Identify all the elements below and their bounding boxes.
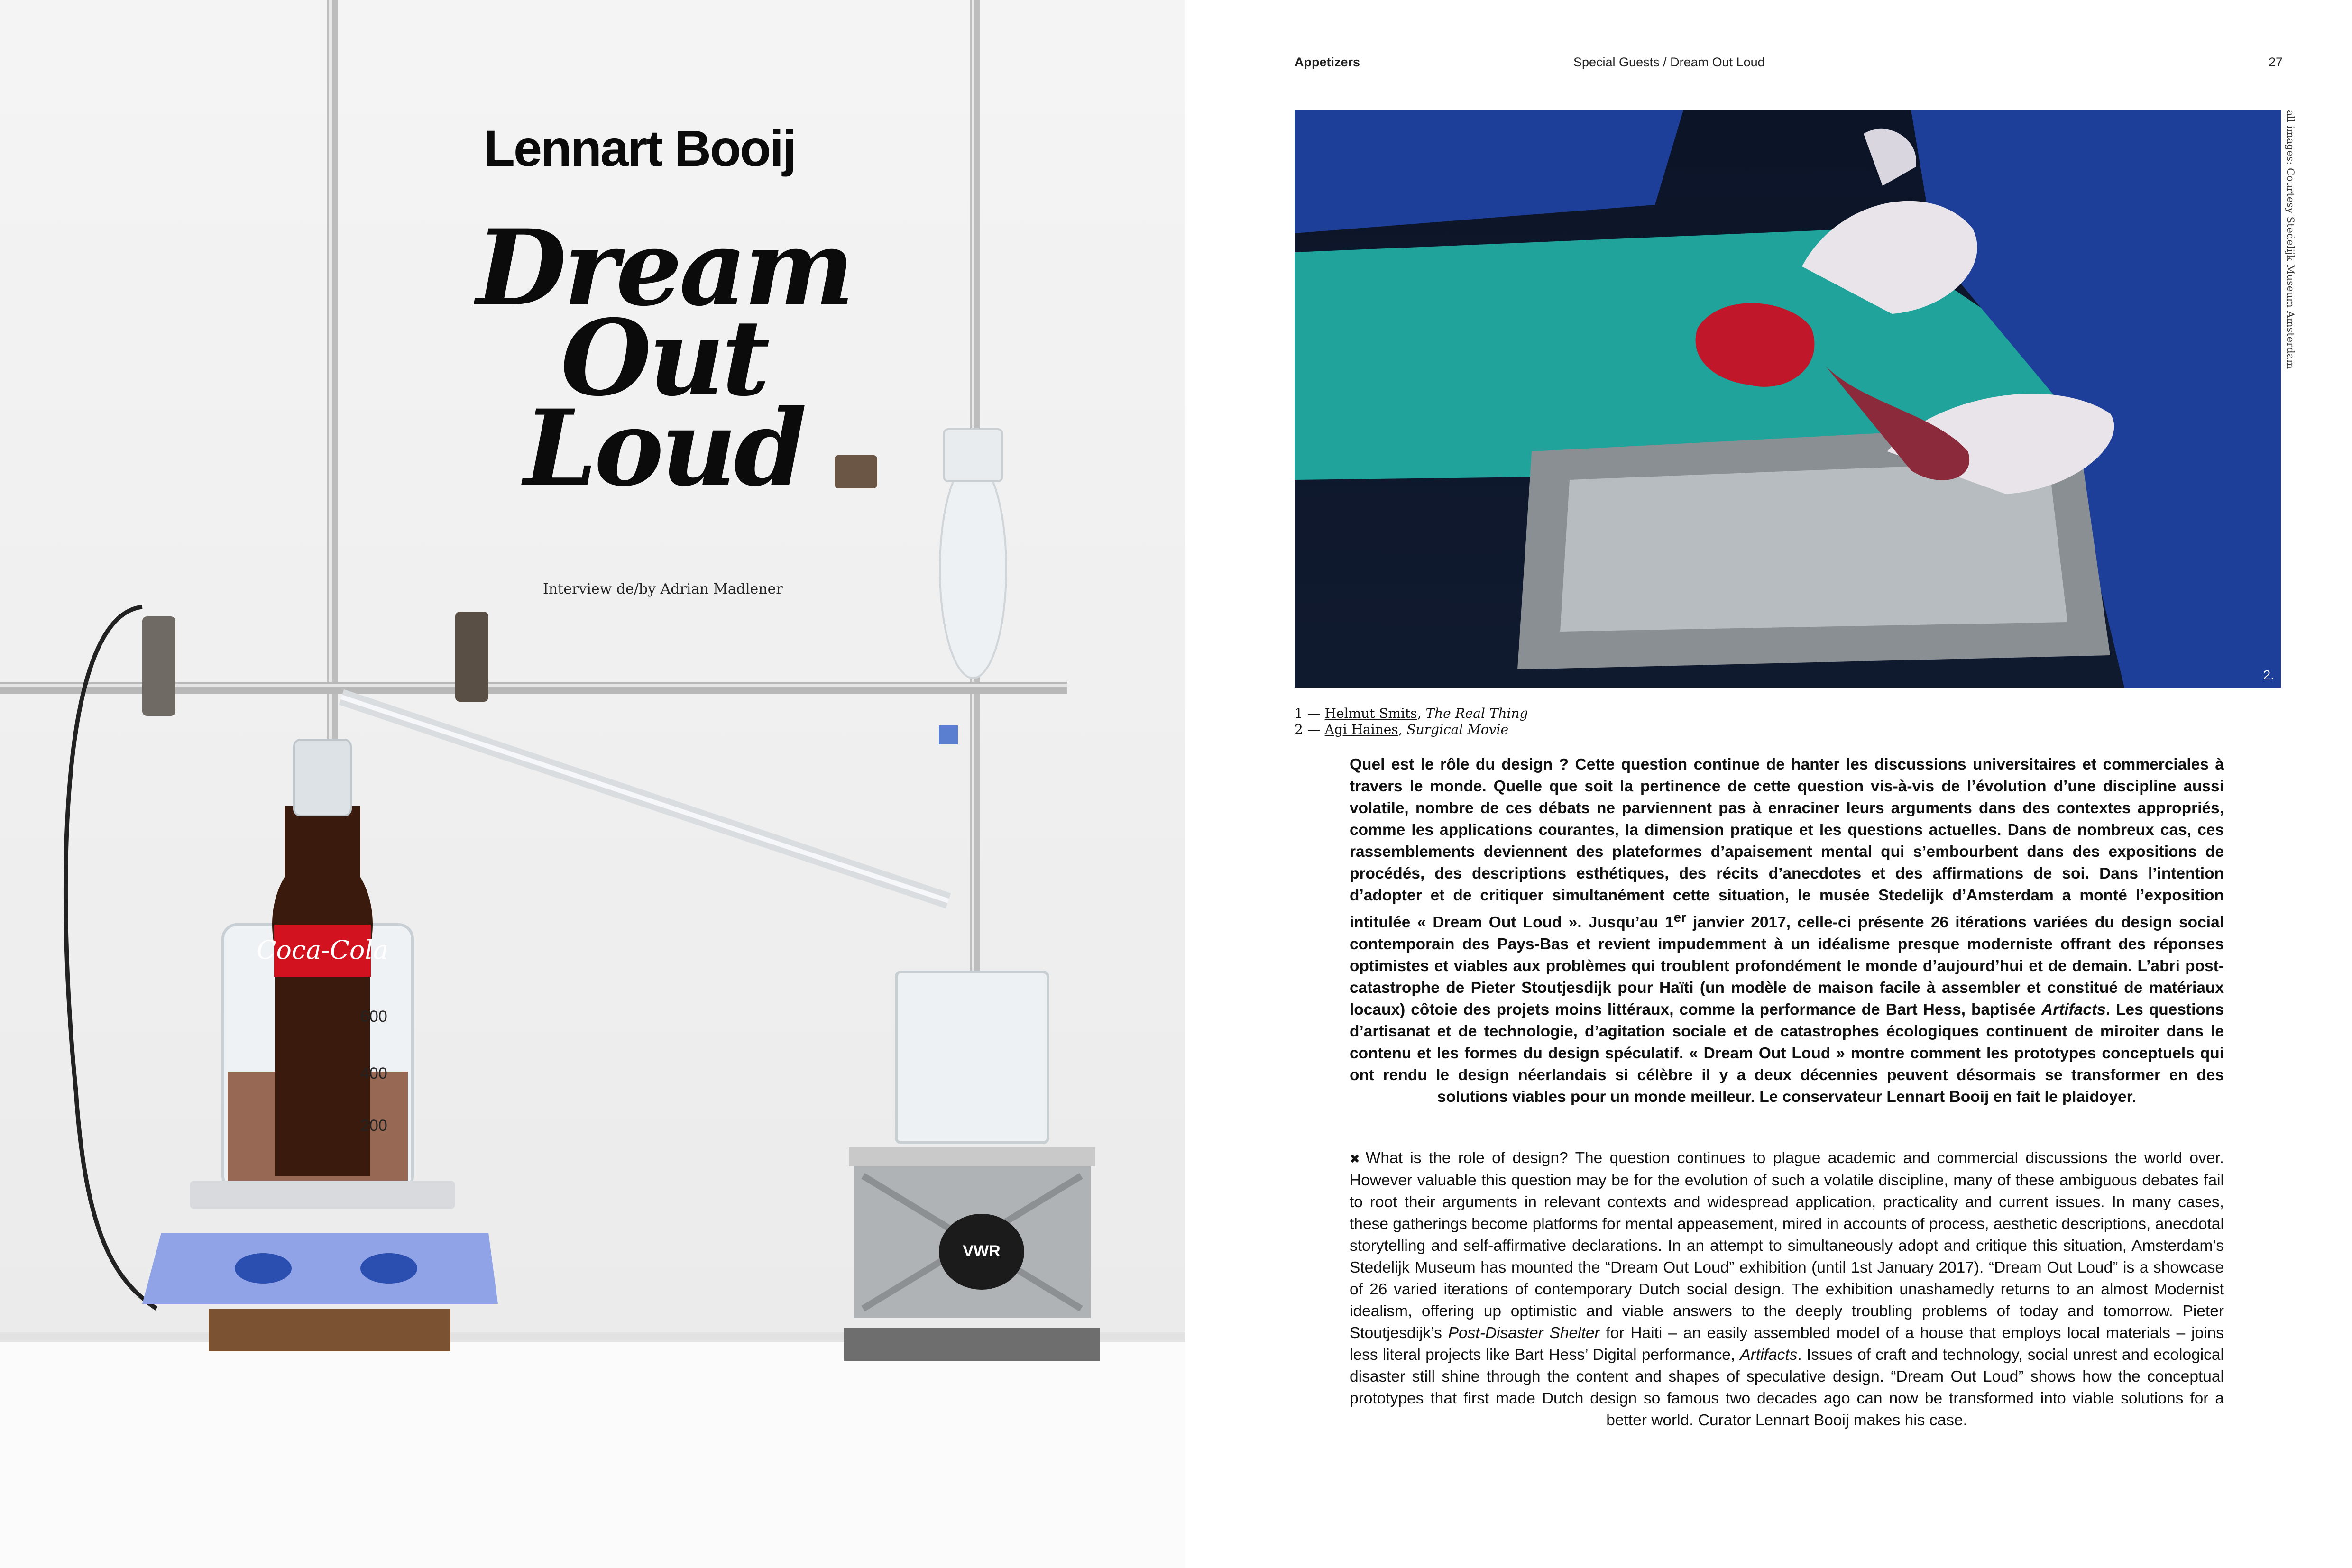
hotplate-top <box>190 1181 455 1209</box>
french-text-part-3: . Les questions d’artisanat et de technologie, d’agitation sociale et de catastrophes écologiques continuent de miroiter dans le contenu et les formes du design spéculatif. « Dream Out Loud » montre comment les prototypes conceptuels qui ont rendu le design néerlandais si célèbre il y a deux décennies peuvent désormais se transformer en des solutions viables pour un monde meilleur. Le conservateur Lennart Booij en fait le plaidoyer. <box>1350 1001 2224 1106</box>
beaker-mark-600: 600 <box>360 1008 387 1026</box>
coca-cola-bottle <box>272 806 373 1176</box>
caption-2-number: 2 — <box>1295 722 1325 737</box>
byline: Interview de/by Adrian Madlener <box>543 581 783 597</box>
captions <box>1295 706 1528 738</box>
feature-title <box>455 206 873 509</box>
caption-1-work: The Real Thing <box>1425 706 1528 721</box>
wood-block <box>209 1309 450 1351</box>
french-paragraph <box>1350 754 2224 1108</box>
white-table <box>0 1337 1185 1568</box>
caption-1-number: 1 — <box>1295 706 1325 721</box>
clamp-middle <box>455 612 488 702</box>
french-text-part-2: janvier 2017, celle-ci présente 26 itérations variées du design social contemporain des Pays-Bas et revient impudemment à un idéalisme presque moderniste offrant des réponses optimistes et viables aux problèmes qui troublent profondément le monde d’aujourd’hui et de demain. L’abri post-catastrophe de Pieter Stoutjesdijk pour Haïti (un modèle de maison facile à assembler et constitué de matériaux locaux) côtoie des projets moins littéraux, comme la performance de Bart Hess, baptisée <box>1350 914 2224 1019</box>
french-text-part-1: Quel est le rôle du design ? Cette question continue de hanter les discussions universitaires et commerciales à travers le monde. Quelle que soit la pertinence de cette question vis-à-vis de l’évolution d’une discipline aussi volatile, nombre de ces débats ne parviennent pas à enraciner leurs arguments dans des contextes appropriés, comme les applications courantes, la dimension pratique et les questions actuelles. Dans de nombreux cas, ces rassemblements deviennent des plateformes d’apaisement mental qui s’embourbent dans des expositions de procédés, des descriptions esthétiques, des récits d’anecdotes et des affirmations de soi. Dans l’intention d’adopter et de critiquer simultanément cette situation, le musée Stedelijk d’Amsterdam a monté l’exposition intitulée « Dream Out Loud ». Jusqu’au 1 <box>1350 756 2224 932</box>
clamp-left <box>142 616 175 716</box>
french-italic-artifacts: Artifacts <box>2041 1001 2106 1019</box>
english-italic-shelter: Post-Disaster Shelter <box>1448 1324 1600 1342</box>
vwr-logo: VWR <box>963 1242 1001 1260</box>
english-introduction <box>1350 1147 2224 1431</box>
hotplate-knob-right <box>360 1253 417 1284</box>
title-line-out: Out <box>560 296 767 419</box>
surgical-photo <box>1295 110 2281 688</box>
series-label: Special Guests / Dream Out Loud <box>1573 55 1765 69</box>
caption-1-separator: , <box>1417 706 1426 721</box>
page-number: 27 <box>2269 55 2283 69</box>
title-line-dream: Dream <box>476 206 852 329</box>
paragraph-marker-icon: ✖ <box>1350 1152 1360 1166</box>
separatory-funnel <box>940 460 1006 678</box>
caption-2-artist: Agi Haines <box>1324 722 1398 737</box>
english-text-part-2: for Haiti – an easily assembled model of a house that employs local materials – joins less literal projects like Bart Hess’ Digital performance, <box>1350 1324 2224 1364</box>
french-superscript: er <box>1673 910 1686 925</box>
caption-2-separator: , <box>1398 722 1407 737</box>
section-label: Appetizers <box>1295 55 1360 69</box>
surgery-scene-illustration <box>1295 110 2281 688</box>
coca-cola-label: Coca-Cola <box>257 935 388 965</box>
caption-2 <box>1295 722 1528 738</box>
caption-1 <box>1295 706 1528 722</box>
hotplate-body <box>142 1233 498 1304</box>
drinking-glass <box>896 972 1048 1143</box>
beaker-mark-400: 400 <box>360 1064 387 1082</box>
image-credit <box>2285 110 2299 369</box>
image-credit-text: all images: Courtesy Stedelijk Museum Amsterdam <box>2285 110 2296 369</box>
author-name: Lennart Booij <box>484 119 795 177</box>
english-paragraph <box>1350 1147 2224 1431</box>
hotplate-knob-left <box>235 1253 292 1284</box>
english-text-part-1: What is the role of design? The question continues to plague academic and commercial discussions the world over. However valuable this question may be for the evolution of such a volatile discipline, many of these ambiguous debates fail to root their arguments in relevant contexts and widespread application, practicality and current issues. In many cases, these gatherings become platforms for mental appeasement, mired in accounts of process, aesthetic descriptions, anecdotal storytelling and self-affirmative declarations. In an attempt to simultaneously adopt and critique this situation, Amsterdam’s Stedelijk Museum has mounted the “Dream Out Loud” exhibition (until 1st January 2017). “Dream Out Loud” is a showcase of 26 varied iterations of contemporary Dutch social design. The exhibition unashamedly returns to an almost Modernist idealism, offering up optimistic and viable answers to the deeply troubling problems of today and tomorrow. Pieter Stoutjesdijk’s <box>1350 1149 2224 1342</box>
caption-2-work: Surgical Movie <box>1406 722 1509 737</box>
english-italic-artifacts: Artifacts <box>1740 1346 1798 1364</box>
beaker-mark-200: 200 <box>360 1117 387 1135</box>
photo-number: 2. <box>2263 668 2274 682</box>
french-introduction <box>1350 754 2224 1108</box>
english-text-part-3: . Issues of craft and technology, social unrest and ecological disaster still shine through the content and shapes of speculative design. “Dream Out Loud” shows how the conceptual prototypes that first made Dutch design so famous two decades ago can now be transformed into viable solutions for a better world. Curator Lennart Booij makes his case. <box>1350 1346 2224 1429</box>
title-line-loud: Loud <box>524 386 804 509</box>
caption-1-artist: Helmut Smits <box>1324 706 1417 721</box>
